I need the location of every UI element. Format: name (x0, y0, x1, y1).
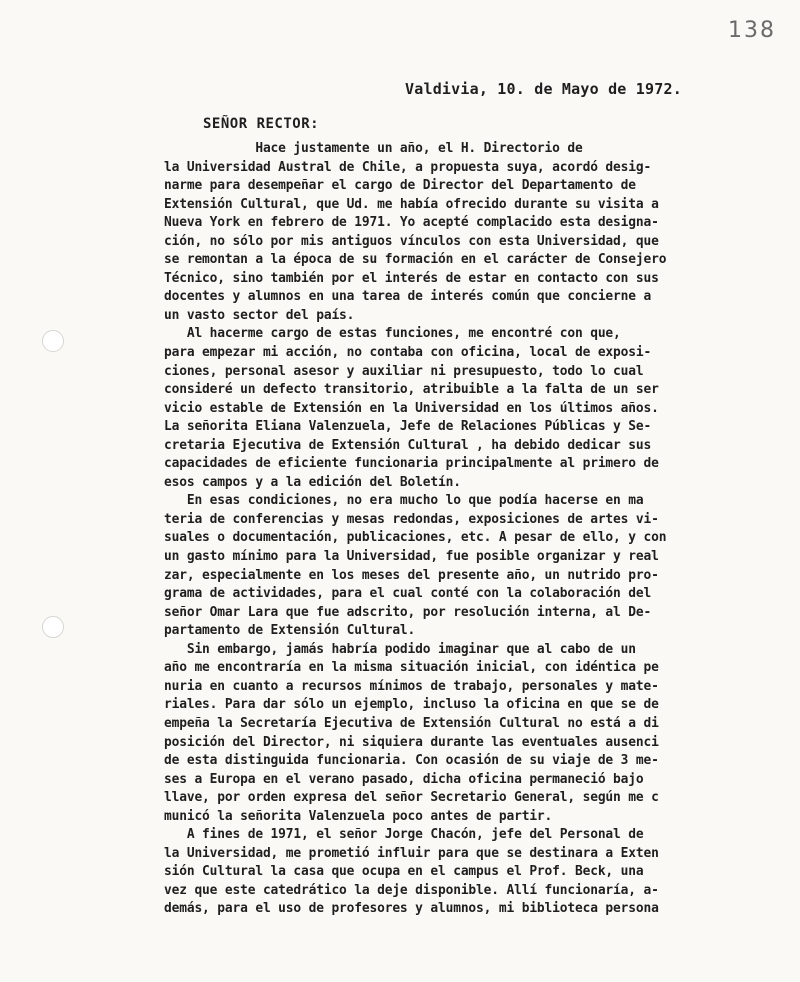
text-line: partamento de Extensión Cultural. (164, 623, 416, 639)
text-line: suales o documentación, publicaciones, etc. A pesar de ello, y con (164, 530, 667, 546)
punch-hole-lower (42, 616, 64, 638)
dateline: Valdivia, 10. de Mayo de 1972. (405, 80, 682, 98)
text-line: empeña la Secretaría Ejecutiva de Extensión Cultural no está a di (164, 715, 659, 731)
text-line: narme para desempeñar el cargo de Director del Departamento de (164, 178, 636, 194)
text-line: Nueva York en febrero de 1971. Yo acepté complacido esta designa- (164, 215, 659, 231)
text-line: llave, por orden expresa del señor Secretario General, según me c (164, 790, 659, 806)
folio-number: 138 (728, 18, 776, 43)
text-line: ción, no sólo por mis antiguos vínculos con esta Universidad, que (164, 233, 659, 249)
text-line: Extensión Cultural, que Ud. me había ofrecido durante su visita a (164, 196, 659, 212)
text-line: A fines de 1971, el señor Jorge Chacón, jefe del Personal de (164, 827, 644, 843)
text-line: demás, para el uso de profesores y alumnos, mi biblioteca persona (164, 901, 659, 917)
text-line: un vasto sector del país. (164, 307, 355, 323)
text-line: Al hacerme cargo de estas funciones, me encontré con que, (164, 326, 621, 342)
text-line: capacidades de eficiente funcionaria principalmente al primero de (164, 456, 659, 472)
text-line: Sin embargo, jamás habría podido imaginar que al cabo de un (164, 641, 636, 657)
text-line: año me encontraría en la misma situación inicial, con idéntica pe (164, 660, 659, 676)
text-line: la Universidad Austral de Chile, a propuesta suya, acordó desig- (164, 159, 652, 175)
text-line: municó la señorita Valenzuela poco antes de partir. (164, 808, 553, 824)
text-line: teria de conferencias y mesas redondas, exposiciones de artes vi- (164, 511, 659, 527)
text-line: posición del Director, ni siquiera durante las eventuales ausenci (164, 734, 659, 750)
text-line: vicio estable de Extensión en la Universidad en los últimos años. (164, 400, 659, 416)
text-line: Hace justamente un año, el H. Directorio de (164, 141, 583, 156)
text-line: esos campos y a la edición del Boletín. (164, 474, 461, 490)
text-line: de esta distinguida funcionaria. Con ocasión de su viaje de 3 me- (164, 753, 659, 769)
text-line: la Universidad, me prometió influir para que se destinara a Exten (164, 845, 659, 861)
text-line: ses a Europa en el verano pasado, dicha oficina permaneció bajo (164, 771, 644, 787)
text-line: un gasto mínimo para la Universidad, fue posible organizar y real (164, 549, 659, 565)
text-line: riales. Para dar sólo un ejemplo, incluso la oficina en que se de (164, 697, 659, 713)
text-line: zar, especialmente en los meses del presente año, un nutrido pro- (164, 567, 659, 583)
text-line: grama de actividades, para el cual conté con la colaboración del (164, 586, 652, 602)
text-line: ciones, personal asesor y auxiliar ni presupuesto, todo lo cual (164, 363, 644, 379)
text-line: Técnico, sino también por el interés de estar en contacto con sus (164, 270, 659, 286)
letter-body (164, 140, 770, 919)
text-line: docentes y alumnos en una tarea de interés común que concierne a (164, 289, 652, 305)
text-line: nuria en cuanto a recursos mínimos de trabajo, personales y mate- (164, 678, 659, 694)
text-line: cretaria Ejecutiva de Extensión Cultural , ha debido dedicar sus (164, 437, 652, 453)
punch-hole-upper (42, 330, 64, 352)
text-line: La señorita Eliana Valenzuela, Jefe de Relaciones Públicas y Se- (164, 419, 652, 435)
text-line: consideré un defecto transitorio, atribuible a la falta de un ser (164, 382, 659, 398)
text-line: En esas condiciones, no era mucho lo que podía hacerse en ma (164, 493, 644, 509)
text-line: vez que este catedrático la deje disponible. Allí funcionaría, a- (164, 882, 659, 898)
salutation: SEÑOR RECTOR: (203, 116, 320, 132)
text-line: señor Omar Lara que fue adscrito, por resolución interna, al De- (164, 604, 652, 620)
text-line: para empezar mi acción, no contaba con oficina, local de exposi- (164, 345, 652, 361)
text-line: sión Cultural la casa que ocupa en el campus el Prof. Beck, una (164, 864, 644, 880)
text-line: se remontan a la época de su formación en el carácter de Consejero (164, 252, 667, 268)
